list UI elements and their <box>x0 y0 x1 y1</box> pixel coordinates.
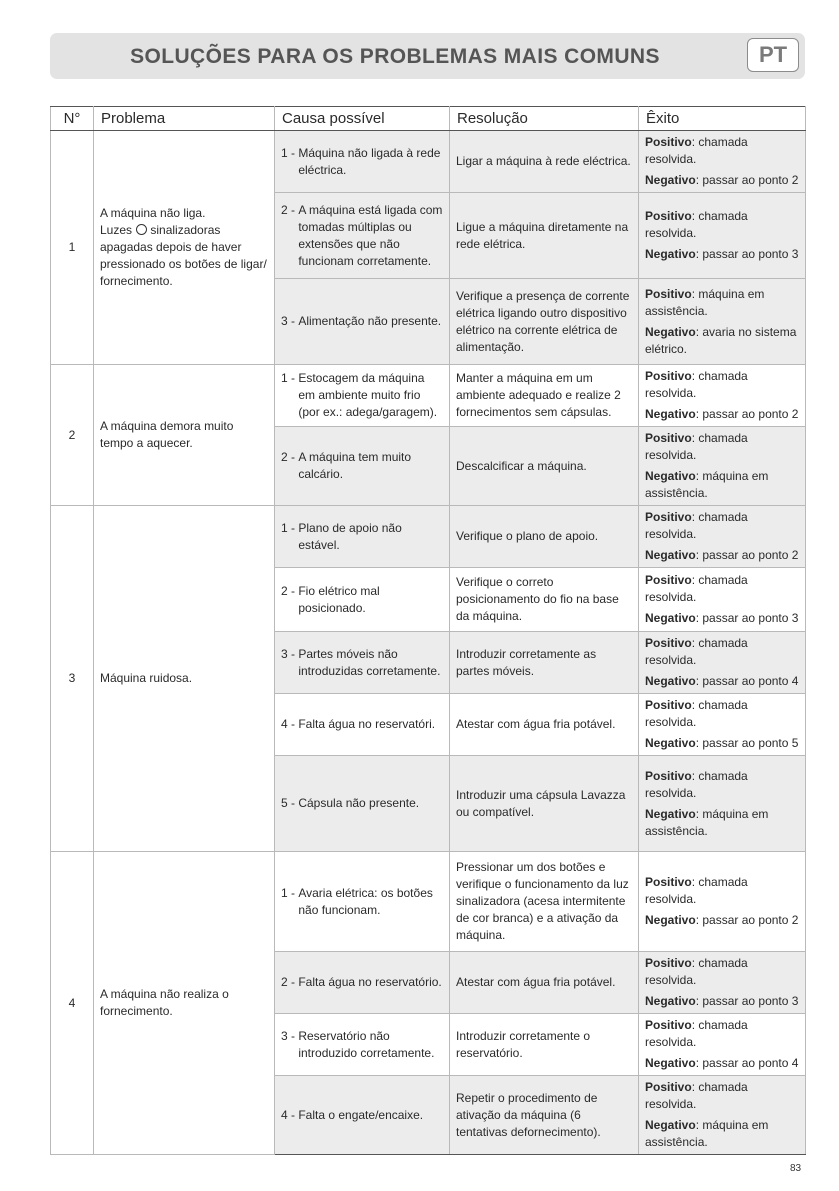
positive-label: Positivo <box>645 1018 692 1032</box>
negative-separator: : <box>695 1118 703 1132</box>
positive-label: Positivo <box>645 369 692 383</box>
negative-label: Negativo <box>645 736 696 750</box>
negative-text: avaria no sistema elétrico. <box>645 324 797 356</box>
resolution: Manter a máquina em um ambiente adequado e realize 2 fornecimentos sem cápsulas. <box>450 365 639 427</box>
positive-text: chamada resolvida. <box>645 768 748 800</box>
cause-number: 1 - <box>281 145 299 160</box>
cause-wrapper <box>281 716 443 733</box>
positive-text: chamada resolvida. <box>645 369 748 400</box>
outcome <box>639 1014 806 1076</box>
negative-label: Negativo <box>645 913 696 927</box>
resolution: Introduzir corretamente o reservatório. <box>450 1014 639 1076</box>
outcome <box>639 193 806 279</box>
outcome-negative <box>645 806 799 840</box>
outcome-negative <box>645 172 799 189</box>
problem-number: 4 <box>51 852 94 1155</box>
outcome <box>639 279 806 365</box>
positive-separator: : <box>691 573 699 587</box>
negative-separator: : <box>695 994 703 1008</box>
positive-text: chamada resolvida. <box>645 1018 748 1049</box>
table-row <box>51 852 806 952</box>
possible-cause <box>275 694 450 756</box>
cause-number: 3 - <box>281 646 299 661</box>
possible-cause <box>275 1014 450 1076</box>
possible-cause <box>275 365 450 427</box>
troubleshooting-table <box>50 106 806 1155</box>
positive-separator: : <box>691 369 699 383</box>
column-header-outcome: Êxito <box>639 107 806 131</box>
negative-text: máquina em assistência. <box>645 469 769 500</box>
possible-cause <box>275 756 450 852</box>
negative-label: Negativo <box>645 994 696 1008</box>
indicator-light-icon <box>136 224 147 235</box>
negative-label: Negativo <box>645 469 696 483</box>
positive-label: Positivo <box>645 768 692 783</box>
cause-wrapper <box>281 202 443 270</box>
positive-text: máquina em assistência. <box>645 286 765 318</box>
problem-description: A máquina demora muito tempo a aquecer. <box>94 365 275 506</box>
negative-separator: : <box>695 469 703 483</box>
negative-text: passar ao ponto 3 <box>702 611 799 625</box>
negative-label: Negativo <box>645 247 696 261</box>
cause-text: Máquina não ligada à rede eléctrica. <box>298 145 441 177</box>
outcome-negative <box>645 912 799 929</box>
outcome <box>639 632 806 694</box>
negative-text: passar ao ponto 3 <box>702 247 799 261</box>
cause-wrapper <box>281 1107 443 1124</box>
cause-number: 2 - <box>281 202 299 217</box>
outcome-negative <box>645 610 799 627</box>
cause-number: 3 - <box>281 1028 299 1043</box>
positive-text: chamada resolvida. <box>645 209 748 240</box>
outcome-negative <box>645 246 799 263</box>
positive-label: Positivo <box>645 956 692 970</box>
negative-label: Negativo <box>645 173 696 187</box>
possible-cause <box>275 427 450 506</box>
resolution: Introduzir corretamente as partes móveis. <box>450 632 639 694</box>
possible-cause <box>275 632 450 694</box>
outcome-negative <box>645 673 799 690</box>
cause-text: A máquina está ligada com tomadas múltiplas ou extensões que não funcionam corretamente. <box>298 202 443 268</box>
cause-number: 2 - <box>281 975 299 989</box>
cause-wrapper <box>281 449 443 483</box>
outcome-positive <box>645 874 799 908</box>
resolution: Ligue a máquina diretamente na rede elétrica. <box>450 193 639 279</box>
outcome-positive <box>645 509 799 543</box>
positive-label: Positivo <box>645 698 692 712</box>
positive-label: Positivo <box>645 209 692 223</box>
outcome-positive <box>645 635 799 669</box>
resolution: Pressionar um dos botões e verifique o funcionamento da luz sinalizadora (acesa intermitente de cor branca) e a ativação da máquina. <box>450 852 639 952</box>
cause-wrapper <box>281 974 443 991</box>
resolution: Atestar com água fria potável. <box>450 694 639 756</box>
resolution: Verifique o plano de apoio. <box>450 506 639 568</box>
problem-number: 2 <box>51 365 94 506</box>
problem-description: A máquina não realiza o fornecimento. <box>94 852 275 1155</box>
cause-text: Plano de apoio não estável. <box>298 520 402 552</box>
header-bar <box>50 33 805 79</box>
positive-label: Positivo <box>645 286 692 301</box>
negative-text: passar ao ponto 3 <box>702 994 799 1008</box>
positive-text: chamada resolvida. <box>645 636 748 667</box>
outcome-positive <box>645 134 799 168</box>
cause-wrapper <box>281 1028 443 1062</box>
negative-separator: : <box>695 548 703 562</box>
cause-text: A máquina tem muito calcário. <box>298 450 412 481</box>
cause-number: 1 - <box>281 371 299 385</box>
negative-separator: : <box>695 611 703 625</box>
possible-cause <box>275 131 450 193</box>
outcome <box>639 852 806 952</box>
negative-label: Negativo <box>645 806 696 821</box>
outcome-positive <box>645 697 799 731</box>
cause-text: Estocagem da máquina em ambiente muito frio (por ex.: adega/garagem). <box>298 371 438 419</box>
positive-separator: : <box>691 1018 699 1032</box>
cause-wrapper <box>281 145 443 179</box>
negative-separator: : <box>695 736 703 750</box>
negative-label: Negativo <box>645 674 696 688</box>
cause-wrapper <box>281 885 443 919</box>
negative-text: passar ao ponto 2 <box>702 407 799 421</box>
table-body <box>51 131 806 1155</box>
negative-separator: : <box>695 247 703 261</box>
positive-label: Positivo <box>645 1080 692 1094</box>
resolution: Ligar a máquina à rede eléctrica. <box>450 131 639 193</box>
negative-text: máquina em assistência. <box>645 1118 769 1149</box>
cause-wrapper <box>281 583 443 617</box>
outcome <box>639 756 806 852</box>
outcome-positive <box>645 1017 799 1051</box>
positive-text: chamada resolvida. <box>645 510 748 541</box>
possible-cause <box>275 279 450 365</box>
outcome <box>639 506 806 568</box>
resolution: Verifique a presença de corrente elétrica ligando outro dispositivo elétrico na corrente elétrica de alimentação. <box>450 279 639 365</box>
possible-cause <box>275 1076 450 1155</box>
positive-label: Positivo <box>645 510 692 524</box>
outcome <box>639 568 806 632</box>
outcome-negative <box>645 468 799 502</box>
cause-number: 4 - <box>281 1107 299 1122</box>
outcome <box>639 1076 806 1155</box>
positive-text: chamada resolvida. <box>645 956 748 987</box>
positive-separator: : <box>691 286 699 301</box>
resolution: Atestar com água fria potável. <box>450 952 639 1014</box>
outcome <box>639 427 806 506</box>
outcome-positive <box>645 208 799 242</box>
cause-text: Avaria elétrica: os botões não funcionam. <box>298 885 433 917</box>
outcome-positive <box>645 1079 799 1113</box>
negative-text: máquina em assistência. <box>645 806 769 838</box>
outcome <box>639 694 806 756</box>
problem-text-end: sinalizadoras apagadas depois de haver pressionado os botões de ligar/ fornecimento. <box>100 223 267 288</box>
positive-label: Positivo <box>645 135 692 149</box>
cause-number: 1 - <box>281 520 299 535</box>
positive-separator: : <box>691 698 699 712</box>
positive-separator: : <box>691 875 699 889</box>
positive-text: chamada resolvida. <box>645 431 748 462</box>
positive-separator: : <box>691 209 699 223</box>
language-badge: PT <box>747 38 799 72</box>
cause-wrapper <box>281 313 443 330</box>
resolution: Verifique o correto posicionamento do fio na base da máquina. <box>450 568 639 632</box>
negative-label: Negativo <box>645 407 696 421</box>
positive-text: chamada resolvida. <box>645 875 748 906</box>
possible-cause <box>275 852 450 952</box>
positive-separator: : <box>691 431 699 445</box>
cause-wrapper <box>281 370 443 421</box>
outcome-negative <box>645 1117 799 1151</box>
page-number: 83 <box>790 1163 802 1174</box>
positive-text: chamada resolvida. <box>645 698 748 729</box>
outcome-positive <box>645 286 799 320</box>
positive-separator: : <box>691 636 699 650</box>
outcome-positive <box>645 368 799 402</box>
outcome-negative <box>645 324 799 358</box>
problem-number: 1 <box>51 131 94 365</box>
table-row <box>51 365 806 427</box>
negative-label: Negativo <box>645 611 696 625</box>
negative-text: passar ao ponto 4 <box>702 1056 799 1070</box>
cause-number: 5 - <box>281 796 299 810</box>
cause-text: Alimentação não presente. <box>298 314 442 328</box>
cause-number: 3 - <box>281 314 299 328</box>
positive-text: chamada resolvida. <box>645 573 748 604</box>
problem-description <box>94 131 275 365</box>
column-header-resolution: Resolução <box>450 107 639 131</box>
positive-label: Positivo <box>645 636 692 650</box>
resolution: Descalcificar a máquina. <box>450 427 639 506</box>
outcome-positive <box>645 430 799 464</box>
positive-separator: : <box>691 768 699 783</box>
negative-label: Negativo <box>645 1118 696 1132</box>
outcome-negative <box>645 1055 799 1072</box>
cause-wrapper <box>281 520 443 554</box>
problem-description: Máquina ruidosa. <box>94 506 275 852</box>
negative-text: passar ao ponto 2 <box>702 913 799 927</box>
positive-text: chamada resolvida. <box>645 1080 748 1111</box>
positive-label: Positivo <box>645 431 692 445</box>
negative-text: passar ao ponto 4 <box>702 674 799 688</box>
outcome <box>639 131 806 193</box>
possible-cause <box>275 952 450 1014</box>
table-header-row <box>51 107 806 131</box>
outcome-negative <box>645 406 799 423</box>
cause-text: Falta o engate/encaixe. <box>298 1107 424 1122</box>
negative-text: passar ao ponto 5 <box>702 736 799 750</box>
negative-separator: : <box>695 324 703 339</box>
outcome-negative <box>645 993 799 1010</box>
cause-text: Falta água no reservatóri. <box>298 717 436 731</box>
positive-separator: : <box>691 956 699 970</box>
possible-cause <box>275 506 450 568</box>
page-title: SOLUÇÕES PARA OS PROBLEMAS MAIS COMUNS <box>130 45 660 68</box>
negative-label: Negativo <box>645 1056 696 1070</box>
cause-number: 2 - <box>281 450 299 464</box>
outcome-positive <box>645 572 799 606</box>
column-header-problem: Problema <box>94 107 275 131</box>
cause-text: Falta água no reservatório. <box>298 975 442 989</box>
outcome <box>639 365 806 427</box>
negative-label: Negativo <box>645 324 696 339</box>
outcome <box>639 952 806 1014</box>
cause-text: Cápsula não presente. <box>298 796 420 810</box>
outcome-positive <box>645 768 799 802</box>
negative-text: passar ao ponto 2 <box>702 173 799 187</box>
problem-number: 3 <box>51 506 94 852</box>
table-row <box>51 131 806 193</box>
positive-separator: : <box>691 135 699 149</box>
positive-label: Positivo <box>645 573 692 587</box>
cause-number: 4 - <box>281 717 299 731</box>
negative-label: Negativo <box>645 548 696 562</box>
positive-separator: : <box>691 510 699 524</box>
cause-wrapper <box>281 646 443 680</box>
cause-text: Reservatório não introduzido corretamente. <box>298 1028 435 1060</box>
cause-text: Fio elétrico mal posicionado. <box>298 583 380 615</box>
table-row <box>51 506 806 568</box>
positive-separator: : <box>691 1080 699 1094</box>
negative-text: passar ao ponto 2 <box>702 548 799 562</box>
positive-text: chamada resolvida. <box>645 135 748 166</box>
cause-wrapper <box>281 795 443 812</box>
resolution: Repetir o procedimento de ativação da máquina (6 tentativas defornecimento). <box>450 1076 639 1155</box>
outcome-negative <box>645 735 799 752</box>
problem-text-start: A máquina não liga. Luzes <box>100 206 206 237</box>
column-header-cause: Causa possível <box>275 107 450 131</box>
outcome-negative <box>645 547 799 564</box>
negative-separator: : <box>695 913 703 927</box>
possible-cause <box>275 568 450 632</box>
negative-separator: : <box>695 806 703 821</box>
positive-label: Positivo <box>645 875 692 889</box>
resolution: Introduzir uma cápsula Lavazza ou compatível. <box>450 756 639 852</box>
negative-separator: : <box>695 1056 703 1070</box>
negative-separator: : <box>695 173 703 187</box>
possible-cause <box>275 193 450 279</box>
outcome-positive <box>645 955 799 989</box>
cause-number: 2 - <box>281 583 299 598</box>
cause-number: 1 - <box>281 885 299 900</box>
column-header-number: N° <box>51 107 94 131</box>
negative-separator: : <box>695 674 703 688</box>
cause-text: Partes móveis não introduzidas corretamente. <box>298 646 441 678</box>
negative-separator: : <box>695 407 703 421</box>
